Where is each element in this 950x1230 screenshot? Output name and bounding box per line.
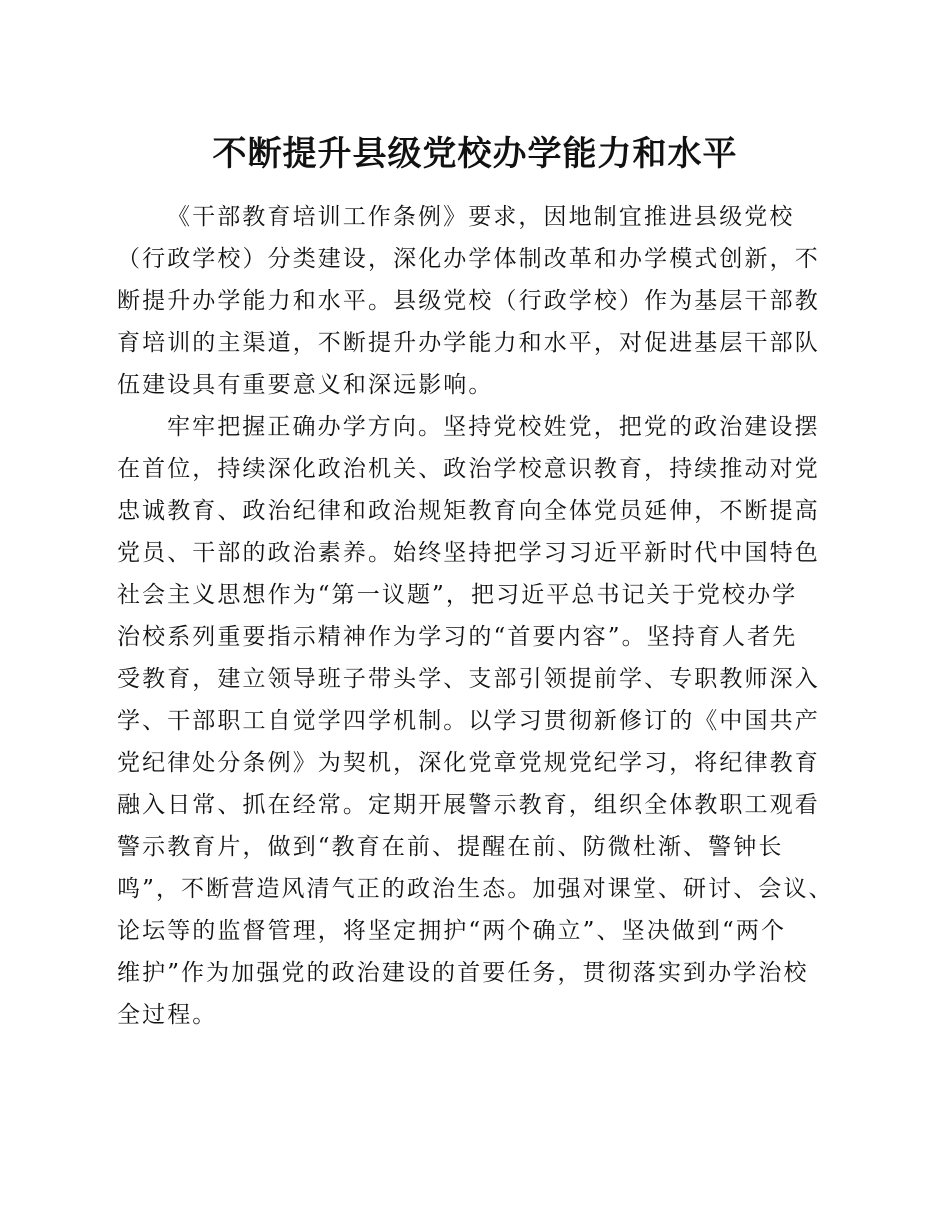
text-line: 牢牢把握正确办学方向。坚持党校姓党，把党的政治建设摆	[167, 414, 820, 440]
paragraph-intro	[117, 196, 837, 406]
text-line: 学、干部职工自觉学四学机制。以学习贯彻新修订的《中国共产	[117, 708, 820, 734]
document-body	[117, 196, 837, 1036]
text-line: 断提升办学能力和水平。县级党校（行政学校）作为基层干部教	[117, 288, 820, 314]
text-line: 受教育，建立领导班子带头学、支部引领提前学、专职教师深入	[117, 666, 820, 692]
text-line: 维护”作为加强党的政治建设的首要任务，贯彻落实到办学治校	[117, 960, 809, 986]
text-line: 融入日常、抓在经常。定期开展警示教育，组织全体教职工观看	[117, 792, 820, 818]
text-line: 在首位，持续深化政治机关、政治学校意识教育，持续推动对党	[117, 456, 820, 482]
text-line: 忠诚教育、政治纪律和政治规矩教育向全体党员延伸，不断提高	[117, 498, 820, 524]
text-line: 伍建设具有重要意义和深远影响。	[117, 372, 494, 398]
text-line: 党员、干部的政治素养。始终坚持把学习习近平新时代中国特色	[117, 540, 820, 566]
text-line: 全过程。	[117, 1002, 218, 1028]
text-line: 治校系列重要指示精神作为学习的“首要内容”。坚持育人者先	[117, 624, 798, 650]
text-line: 育培训的主渠道，不断提升办学能力和水平，对促进基层干部队	[117, 330, 820, 356]
text-line: 党纪律处分条例》为契机，深化党章党规党纪学习，将纪律教育	[117, 750, 820, 776]
text-line: 《干部教育培训工作条例》要求，因地制宜推进县级党校	[167, 204, 795, 230]
paragraph-direction	[117, 406, 837, 1036]
document-title: 不断提升县级党校办学能力和水平	[212, 134, 738, 174]
text-line: （行政学校）分类建设，深化办学体制改革和办学模式创新，不	[117, 246, 820, 272]
text-line: 警示教育片，做到“教育在前、提醒在前、防微杜渐、警钟长	[117, 834, 784, 860]
text-line: 社会主义思想作为“第一议题”，把习近平总书记关于党校办学	[117, 582, 798, 608]
text-line: 鸣”，不断营造风清气正的政治生态。加强对课堂、研讨、会议、	[117, 876, 834, 902]
text-line: 论坛等的监督管理，将坚定拥护“两个确立”、坚决做到“两个	[117, 918, 787, 944]
